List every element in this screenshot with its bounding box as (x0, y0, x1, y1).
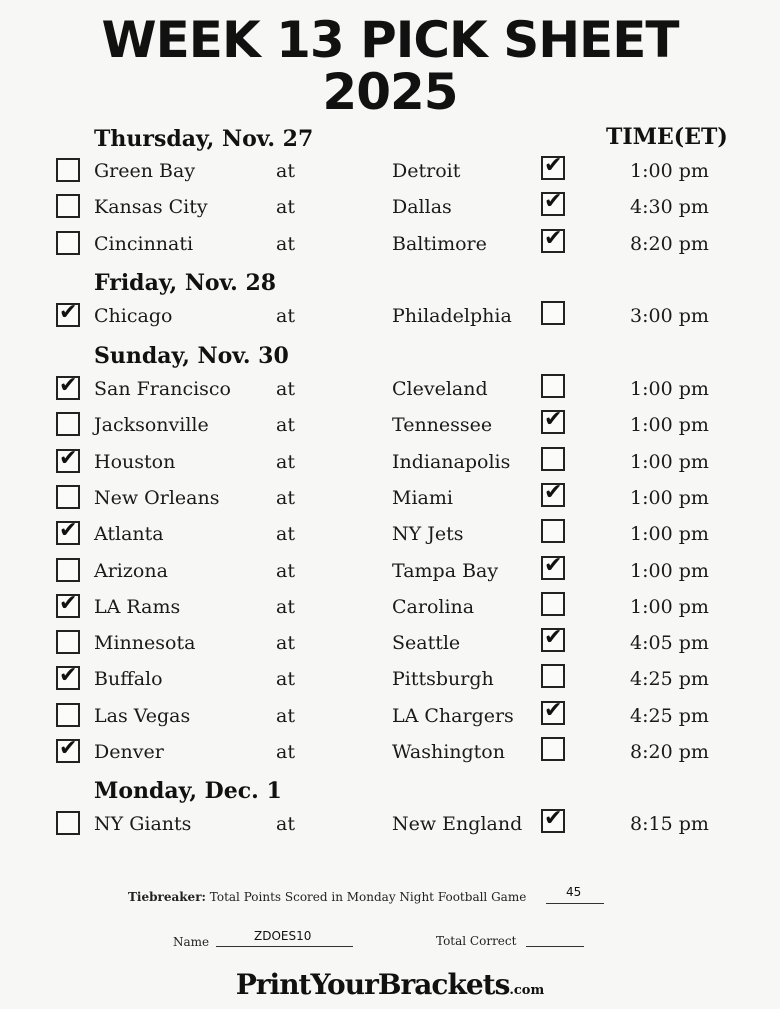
home-team: Pittsburgh (392, 668, 494, 690)
home-team: Cleveland (392, 378, 488, 400)
name-blank[interactable] (216, 946, 353, 947)
brand-logo: PrintYourBrackets.com (235, 968, 545, 1001)
game-time: 1:00 pm (630, 596, 709, 618)
home-pick-checkbox[interactable] (541, 447, 565, 471)
away-team: Buffalo (94, 668, 163, 690)
game-time: 3:00 pm (630, 305, 709, 327)
home-pick-checkbox[interactable] (541, 189, 565, 216)
game-time: 8:20 pm (630, 741, 709, 763)
at-label: at (276, 305, 295, 327)
away-team: San Francisco (94, 378, 231, 400)
check-mark-icon: ✔ (544, 698, 563, 723)
away-team: LA Rams (94, 596, 181, 618)
game-row (0, 664, 780, 694)
away-team: New Orleans (94, 487, 220, 509)
tiebreaker-label: Tiebreaker: (128, 890, 206, 904)
home-team: Dallas (392, 196, 452, 218)
game-row (0, 407, 780, 440)
game-row (0, 592, 780, 622)
away-pick-checkbox[interactable] (56, 736, 80, 763)
away-pick-checkbox[interactable] (56, 373, 80, 400)
day-heading: Thursday, Nov. 27 (94, 126, 314, 152)
day-heading: Monday, Dec. 1 (94, 778, 282, 804)
game-row (0, 226, 780, 259)
game-time: 1:00 pm (630, 451, 709, 473)
home-team: NY Jets (392, 523, 464, 545)
sheet-title: WEEK 13 PICK SHEET (101, 11, 679, 69)
away-pick-checkbox[interactable] (56, 412, 80, 436)
check-mark-icon: ✔ (544, 407, 563, 432)
home-pick-checkbox[interactable] (541, 664, 565, 688)
home-team: Washington (392, 741, 505, 763)
day-heading: Sunday, Nov. 30 (94, 343, 289, 369)
away-pick-checkbox[interactable] (56, 158, 80, 182)
away-team: Las Vegas (94, 705, 191, 727)
away-team: Cincinnati (94, 233, 194, 255)
game-time: 1:00 pm (630, 487, 709, 509)
away-pick-checkbox[interactable] (56, 811, 80, 835)
away-team: Minnesota (94, 632, 196, 654)
total-correct-blank[interactable] (526, 946, 584, 947)
check-mark-icon: ✔ (544, 625, 563, 650)
away-pick-checkbox[interactable] (56, 591, 80, 618)
check-mark-icon: ✔ (59, 591, 78, 616)
at-label: at (276, 414, 295, 436)
day-heading: Friday, Nov. 28 (94, 270, 277, 296)
home-pick-checkbox[interactable] (541, 153, 565, 180)
away-team: Jacksonville (94, 414, 209, 436)
game-row (0, 153, 780, 186)
game-row (0, 519, 780, 549)
game-row (0, 374, 780, 404)
game-time: 4:05 pm (630, 632, 709, 654)
home-pick-checkbox[interactable] (541, 698, 565, 725)
home-pick-checkbox[interactable] (541, 806, 565, 833)
tiebreaker-value: 45 (566, 885, 582, 899)
home-pick-checkbox[interactable] (541, 374, 565, 398)
at-label: at (276, 451, 295, 473)
home-pick-checkbox[interactable] (541, 553, 565, 580)
at-label: at (276, 705, 295, 727)
away-team: Denver (94, 741, 164, 763)
home-team: Indianapolis (392, 451, 511, 473)
home-team: Carolina (392, 596, 475, 618)
home-pick-checkbox[interactable] (541, 226, 565, 253)
away-pick-checkbox[interactable] (56, 446, 80, 473)
home-pick-checkbox[interactable] (541, 407, 565, 434)
at-label: at (276, 632, 295, 654)
check-mark-icon: ✔ (544, 553, 563, 578)
at-label: at (276, 668, 295, 690)
game-row (0, 806, 780, 839)
away-pick-checkbox[interactable] (56, 630, 80, 654)
game-time: 4:30 pm (630, 196, 709, 218)
away-team: NY Giants (94, 813, 192, 835)
sheet-year: 2025 (322, 63, 458, 121)
game-time: 8:20 pm (630, 233, 709, 255)
home-pick-checkbox[interactable] (541, 519, 565, 543)
home-pick-checkbox[interactable] (541, 737, 565, 761)
away-pick-checkbox[interactable] (56, 558, 80, 582)
tiebreaker-line (128, 890, 526, 904)
at-label: at (276, 596, 295, 618)
game-time: 4:25 pm (630, 668, 709, 690)
home-team: Seattle (392, 632, 461, 654)
away-pick-checkbox[interactable] (56, 703, 80, 727)
game-row (0, 301, 780, 331)
game-time: 1:00 pm (630, 378, 709, 400)
away-pick-checkbox[interactable] (56, 231, 80, 255)
home-team: Tampa Bay (392, 560, 499, 582)
at-label: at (276, 378, 295, 400)
check-mark-icon: ✔ (544, 806, 563, 831)
game-time: 1:00 pm (630, 523, 709, 545)
away-pick-checkbox[interactable] (56, 300, 80, 327)
away-team: Kansas City (94, 196, 208, 218)
away-team: Arizona (94, 560, 168, 582)
home-team: Philadelphia (392, 305, 512, 327)
away-pick-checkbox[interactable] (56, 663, 80, 690)
away-team: Houston (94, 451, 176, 473)
check-mark-icon: ✔ (544, 226, 563, 251)
check-mark-icon: ✔ (544, 153, 563, 178)
game-row (0, 698, 780, 731)
away-pick-checkbox[interactable] (56, 485, 80, 509)
game-time: 1:00 pm (630, 560, 709, 582)
game-row (0, 553, 780, 586)
game-row (0, 480, 780, 513)
home-team: Detroit (392, 160, 461, 182)
home-team: New England (392, 813, 523, 835)
at-label: at (276, 560, 295, 582)
check-mark-icon: ✔ (59, 518, 78, 543)
game-time: 4:25 pm (630, 705, 709, 727)
tiebreaker-text: Total Points Scored in Monday Night Football Game (209, 890, 527, 904)
game-time: 8:15 pm (630, 813, 709, 835)
at-label: at (276, 233, 295, 255)
game-time: 1:00 pm (630, 160, 709, 182)
check-mark-icon: ✔ (544, 189, 563, 214)
at-label: at (276, 487, 295, 509)
check-mark-icon: ✔ (59, 663, 78, 688)
away-team: Atlanta (94, 523, 164, 545)
time-header: TIME(ET) (606, 124, 728, 150)
home-team: Miami (392, 487, 453, 509)
check-mark-icon: ✔ (59, 300, 78, 325)
at-label: at (276, 741, 295, 763)
away-team: Green Bay (94, 160, 196, 182)
at-label: at (276, 813, 295, 835)
away-team: Chicago (94, 305, 173, 327)
check-mark-icon: ✔ (59, 373, 78, 398)
home-team: Tennessee (392, 414, 493, 436)
name-label: Name (173, 935, 210, 949)
home-team: Baltimore (392, 233, 487, 255)
game-row (0, 737, 780, 767)
away-pick-checkbox[interactable] (56, 518, 80, 545)
check-mark-icon: ✔ (59, 736, 78, 761)
check-mark-icon: ✔ (59, 446, 78, 471)
home-pick-checkbox[interactable] (541, 592, 565, 616)
away-pick-checkbox[interactable] (56, 194, 80, 218)
home-pick-checkbox[interactable] (541, 625, 565, 652)
game-time: 1:00 pm (630, 414, 709, 436)
at-label: at (276, 196, 295, 218)
check-mark-icon: ✔ (544, 480, 563, 505)
tiebreaker-blank[interactable] (546, 903, 604, 904)
game-row (0, 625, 780, 658)
home-pick-checkbox[interactable] (541, 480, 565, 507)
game-row (0, 189, 780, 222)
home-pick-checkbox[interactable] (541, 301, 565, 325)
home-team: LA Chargers (392, 705, 514, 727)
total-correct-label: Total Correct (436, 934, 517, 948)
at-label: at (276, 160, 295, 182)
name-value: ZDOES10 (254, 929, 312, 943)
at-label: at (276, 523, 295, 545)
game-row (0, 447, 780, 477)
